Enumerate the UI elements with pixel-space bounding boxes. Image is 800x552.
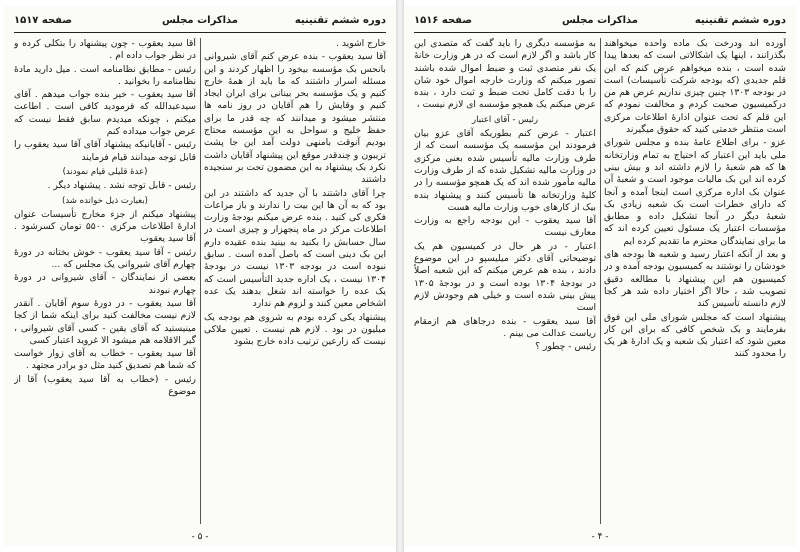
paragraph: اعتبار - عرض کنم بطوریکه آقای عزو بیان فرمودند این مؤسسه یک مؤسسه است که از طرف وزارت مالیه تأسیس شده بعنی مرکزی در وزارت مالیه تشکیل شده که از طرف وزارت مالیه مأمور شده اند که یک همچو مؤسسه را در کلیهٔ وزارتخانه ها تأسیس کنند و پیشنهاد بنده بیک از کارهای خوب وزارت مالیه هست — [414, 128, 596, 213]
paragraph: عزو - برای اطلاع عامهٔ بنده و مجلس شورای ملی باید این اعتبار که احتیاج به تمام وزارتخانه ها که هم شعبهٔ را لازم داشته اند و بیش بینی کرده اند این بک مالیات موجود است و شعبهٔ آن عنوان بک اداره مرکزی است اینجا آمده و آنجا که دارای خطرات است بک شعبه زیادی بک شعبهٔ دیگر در آنجا تشکیل داده و مطابق مؤسسات اعتبار یک مسئول تعیین کرده اند که ما برای نمایندگان محترم ما تقدیم کرده ایم — [604, 137, 786, 247]
paragraph: خارج اشوید . — [336, 38, 386, 49]
paragraph: پیشنهاد میکنم از جزء مخارج تأسیسات عنوان ادارهٔ اطلاعات مرکزی ۵۵۰۰ تومان کسرشود . آقا سید یعقوب — [14, 208, 196, 245]
paragraph: آقا سید یعقوب - خطاب به آقای زوار خواست که شما هم تصدیق کنید مثل دو برادر مجتهد . — [14, 348, 196, 372]
right-page-header — [414, 12, 786, 33]
paragraph: رئیس - (خطاب به آقا سید یعقوب) آقا از موضوع — [14, 373, 196, 398]
folio: - ۴ - — [591, 532, 609, 542]
right-page-columns — [414, 38, 786, 524]
right-column — [604, 38, 786, 524]
paragraph: اعتبار - در هر حال در کمیسیون هم یک توضیحاتی آقای دکتر میلیسپو در این موضوع دادند ، بنده هم عرض میکنم که این شعبه اصلاً در بودجهٔ ۱۳۰۴ بوده است و در بودجهٔ ۱۳۰۵ پیش بینی شده است و خیلی هم وجودش لازم است — [414, 240, 596, 314]
paragraph: بعضی از نمایندگان - آقای شیروانی در دورهٔ چهارم نبودند — [14, 272, 196, 296]
left-page — [4, 6, 396, 546]
column-rule — [600, 38, 601, 524]
paragraph: آقا سید یعقوب - بنده درجاهای هم ازمقام ریاست عدالت می بینم . — [414, 315, 596, 339]
stage-direction: (عدهٔ قلیلی قیام نمودند) — [62, 166, 148, 177]
paragraph: رئیس - قابل توجه نشد . پیشنهاد دیگر . — [47, 180, 196, 192]
page-number: صفحه ۱۵۱۶ — [414, 15, 473, 26]
paragraph: رئیس - آقا سید یعقوب - خوش بختانه در دورهٔ چهارم آقای شیروانی یک مجلس که ... — [14, 246, 196, 271]
paragraph: آقا سید یعقوب - این بودجه راجع به وزارت معارف نیست — [414, 215, 596, 239]
right-page — [404, 6, 796, 546]
paragraph: به مؤسسه دیگری را باید گفت که متصدی این کار باشد و اگر لازم است که در هر وزارت خانهٔ یک نفر متصدی ثبت و ضبط اموال شده باشند تصور میکنم که وزارت خارجه اموال خود شان را با دقت کامل تحت ضبط و ثبت دارد ، بنده عرض میکنم یک همچو مؤسسه ای لازم نیست ، — [414, 38, 596, 111]
session-label: دوره ششم تقنینیه — [294, 15, 386, 26]
left-column — [14, 38, 196, 524]
paragraph: رئیس - آقایانیکه پیشنهاد آقای آقا سید یعقوب را قابل توجه میدانند قیام فرمایند — [14, 139, 196, 163]
paragraph: رئیس - چطور ؟ — [535, 341, 596, 353]
paragraph: آقا سید یعقوب - چون پیشنهاد را بتکلی کرده و در نظر جواب داده ام . — [14, 38, 196, 62]
paragraph: آقا سید یعقوب - در دورهٔ سوم آقایان . آنقدر لازم نیست مخالفت کنید برای اینکه شما از کجا مینیستید که آقای یقین - کسی آقای شیروانی ، گیر الاقلامه هم میشود الا غروید اعتبار کسی — [14, 297, 196, 346]
book-gutter — [396, 0, 404, 552]
page-number: صفحه ۱۵۱۷ — [14, 15, 73, 26]
paragraph: آقا سید یعقوب - خیر بنده جواب میدهم . آقای سیدعبدالله که فرمودید کافی است . اطاعت میکنم ، چونکه میدیدم سابق فقط نیست که عرض جواب میداده کنم — [14, 89, 196, 138]
running-title: مذاکرات مجلس — [161, 15, 239, 26]
left-page-header — [14, 12, 386, 33]
speaker-call: رئیس - آقای اعتبار — [472, 114, 538, 125]
session-label: دوره ششم تقنینیه — [694, 15, 786, 26]
stage-direction: (بعبارت ذیل خوانده شد) — [62, 195, 148, 206]
paragraph: پیشنهاد یکی کرده بودم به شروی هم بودجه یک میلیون در بود . لازم هم نیست . تعیین ملاکی نیست که زارعین ترتیب داده خارج بشود — [204, 311, 386, 348]
paragraph: چرا آقای داشتند با آن جدید که داشتند در این بود که به آن ها این بیت را ندارند و باز مراعات فکری کی کنید . بنده عرض میکنم بودجهٔ وزارت اطلاعات مرکز در ماه پنجهزار و چیزی است در سال حسابش را بکنید به بینید بنده عقیده دارم این بک دینی است که باصل آمده است . سابق نبوده است در بودجه ۱۳۰۳ نیست در بودجهٔ ۱۳۰۴ نیست ، یک اداره جدید التأسیس است که یک عده را خواسته اند شغل بدهند یک عده اشخاص معین کنند و لزوم هم ندارد — [204, 187, 386, 310]
folio: - ۵ - — [191, 532, 209, 542]
paragraph: و بعد از آنکه اعتبار رسید و شعبه ها بودجه های خودشان را نوشتند به کمیسیون بودجه آمده و در کمیسیون هم این پیشنهاد با مطالعه دقیق تصویب شد ، حالا اگر اختیار داده شد هر کجا لازم دانسته تأسیس کند — [604, 249, 786, 310]
running-title: مذاکرات مجلس — [561, 15, 639, 26]
paragraph: پیشنهاد است که مجلس شورای ملی این فوق بفرمایند و بک شخص کافی که برای این کار معین شود که اعتبار بک شعبه و یک ادارهٔ هر یک را محدود کنند — [604, 311, 786, 360]
paragraph: آورده اند ودرخت بک ماده واحده میخواهند بگذرانند ، اینها یک اشکالاتی است که بعدها پیدا شده است ، بنده میخواهم عرض کنم که این قلم جدیدی (که بودجه شرکت تأسیسات) است در بودجه ۱۳۰۳ چنین چیزی نداریم عرض هم من درکمیسیون صحبت کردم و مخالفت نمودم که این قلم که تحت عنوان ادارهٔ اطلاعات مرکزی است منتظر خدمتی کنید که حقوق میگیرند — [604, 38, 786, 136]
paragraph: آقا سید یعقوب - بنده عرض کنم آقای شیروانی بانحس بک مؤسسه بیخود را اظهار کردند و این مسئله اسرار داشتند که ما باید از همهٔ خارج کنیم و یک مؤسسه بحر بینانی برای ایران ایجاد کنیم و وقایش را هم آقایان در روز نامه ها منتشر میشود و میدانند که چه قدر ما برای حفظ خلیج و سواحل به این مؤسسه محتاج بودیم آنوقت بامنهی دولت آمد این جا پشت تریبون و چندقدر موقع این پیشنهاد آقایان داشت نکرد بک پیشنهاد به این مضمون تحت بر سنجیده داشتند — [204, 51, 386, 186]
left-column — [414, 38, 596, 524]
paragraph: رئیس - مطابق نظامنامه است . میل دارید مادهٔ نظامنامه را بخوانید . — [14, 63, 196, 87]
right-column — [204, 38, 386, 524]
left-page-columns — [14, 38, 386, 524]
column-rule — [200, 38, 201, 524]
